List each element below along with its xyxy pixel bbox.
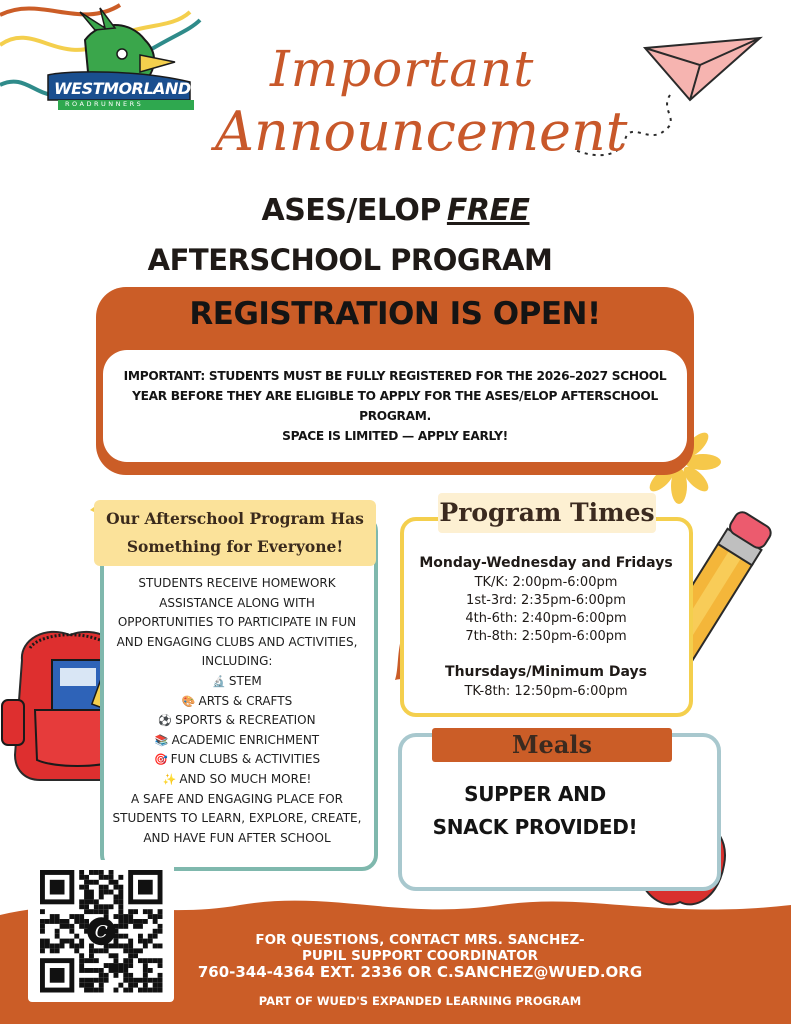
- qr-module: [153, 944, 158, 949]
- microscope-icon: 🔬: [212, 674, 226, 688]
- qr-module: [99, 875, 104, 880]
- qr-module: [118, 875, 123, 880]
- qr-module: [94, 904, 99, 909]
- registration-title: REGISTRATION IS OPEN!: [189, 296, 601, 332]
- times-line: 4th-6th: 2:40pm-6:00pm: [465, 611, 627, 626]
- qr-module: [40, 948, 45, 953]
- qr-module: [123, 968, 128, 973]
- qr-module: [114, 963, 119, 968]
- meals-title: Meals: [511, 730, 592, 759]
- qr-module: [89, 968, 94, 973]
- qr-module: [94, 870, 99, 875]
- qr-module: [60, 944, 65, 949]
- qr-module: [104, 963, 109, 968]
- headline-afterschool: AFTERSCHOOL PROGRAM: [147, 243, 553, 277]
- qr-module: [123, 963, 128, 968]
- notice-line: IMPORTANT: STUDENTS MUST BE FULLY REGISTERED FOR THE 2026–2027 SCHOOL: [123, 369, 667, 383]
- everyone-closing-line: AND HAVE FUN AFTER SCHOOL: [143, 830, 331, 845]
- qr-module: [118, 963, 123, 968]
- qr-module: [99, 909, 104, 914]
- qr-module: [45, 919, 50, 924]
- qr-module: [138, 958, 143, 963]
- qr-module: [99, 978, 104, 983]
- qr-module: [128, 944, 133, 949]
- qr-module: [109, 968, 114, 973]
- qr-module: [84, 885, 89, 890]
- activity-item: [104, 672, 370, 692]
- qr-module: [79, 983, 84, 988]
- qr-module: [153, 978, 158, 983]
- qr-module: [123, 948, 128, 953]
- qr-module: [153, 988, 158, 993]
- everyone-closing-line: STUDENTS TO LEARN, EXPLORE, CREATE,: [112, 811, 362, 826]
- qr-module: [84, 880, 89, 885]
- qr-module: [50, 948, 55, 953]
- qr-module: [79, 875, 84, 880]
- qr-module: [79, 914, 84, 919]
- meals-line-2: SNACK PROVIDED!: [432, 815, 638, 839]
- qr-module: [40, 944, 45, 949]
- qr-module: [114, 880, 119, 885]
- qr-module: [99, 870, 104, 875]
- qr-module: [118, 914, 123, 919]
- qr-module: [94, 988, 99, 993]
- qr-module: [60, 939, 65, 944]
- qr-module: [104, 885, 109, 890]
- qr-module: [138, 919, 143, 924]
- qr-module: [99, 968, 104, 973]
- qr-module: [79, 885, 84, 890]
- activity-label: AND SO MUCH MORE!: [179, 771, 312, 786]
- qr-module: [79, 963, 84, 968]
- qr-module: [138, 924, 143, 929]
- qr-module: [148, 939, 153, 944]
- notice-line: SPACE IS LIMITED — APPLY EARLY!: [282, 429, 508, 443]
- target-icon: 🎯: [153, 753, 168, 767]
- qr-module: [45, 944, 50, 949]
- qr-module: [89, 899, 94, 904]
- qr-module: [128, 919, 133, 924]
- qr-module: [84, 875, 89, 880]
- palette-icon: 🎨: [181, 694, 196, 708]
- qr-module: [118, 944, 123, 949]
- activity-item: [104, 692, 370, 712]
- qr-module: [94, 978, 99, 983]
- qr-module: [143, 968, 148, 973]
- qr-module: [123, 919, 128, 924]
- qr-module: [104, 875, 109, 880]
- headline-ases: [0, 193, 791, 228]
- qr-module: [99, 988, 104, 993]
- qr-module: [79, 924, 84, 929]
- qr-module: [114, 968, 119, 973]
- qr-module: [128, 973, 133, 978]
- qr-module: [143, 944, 148, 949]
- activity-item: [104, 711, 370, 731]
- qr-module: [109, 880, 114, 885]
- qr-module: [89, 909, 94, 914]
- qr-module: [148, 909, 153, 914]
- qr-module: [104, 904, 109, 909]
- qr-module: [138, 934, 143, 939]
- qr-module: [133, 953, 138, 958]
- times-line: 1st-3rd: 2:35pm-6:00pm: [466, 593, 626, 608]
- qr-module: [123, 958, 128, 963]
- qr-module: [148, 978, 153, 983]
- qr-module: [84, 904, 89, 909]
- qr-code-icon: [28, 860, 174, 1002]
- contact-line-2: PUPIL SUPPORT COORDINATOR: [302, 948, 538, 964]
- qr-module: [74, 934, 79, 939]
- logo-name: WESTMORLAND: [54, 79, 191, 98]
- qr-module: [153, 929, 158, 934]
- activity-label: ACADEMIC ENRICHMENT: [171, 732, 320, 747]
- qr-module: [138, 978, 143, 983]
- qr-center-letter: C: [94, 922, 108, 943]
- qr-module: [128, 909, 133, 914]
- everyone-intro-line: ASSISTANCE ALONG WITH: [159, 595, 315, 610]
- qr-module: [69, 929, 74, 934]
- qr-module: [60, 924, 65, 929]
- times-line: TK/K: 2:00pm-6:00pm: [474, 575, 618, 590]
- qr-module: [143, 973, 148, 978]
- qr-module: [118, 919, 123, 924]
- qr-module: [84, 958, 89, 963]
- qr-module: [114, 953, 119, 958]
- qr-module: [50, 914, 55, 919]
- qr-module: [153, 934, 158, 939]
- qr-module: [128, 953, 133, 958]
- books-icon: 📚: [154, 733, 169, 747]
- qr-module: [60, 919, 65, 924]
- qr-module: [128, 983, 133, 988]
- qr-module: [40, 929, 45, 934]
- qr-module: [109, 953, 114, 958]
- qr-module: [158, 958, 163, 963]
- everyone-banner-line-2: Something for Everyone!: [126, 537, 344, 556]
- qr-module: [148, 914, 153, 919]
- qr-module: [138, 948, 143, 953]
- qr-module: [84, 978, 89, 983]
- qr-module: [89, 880, 94, 885]
- qr-module: [79, 978, 84, 983]
- qr-module: [123, 973, 128, 978]
- qr-module: [109, 904, 114, 909]
- qr-module: [109, 875, 114, 880]
- contact-line-1: FOR QUESTIONS, CONTACT MRS. SANCHEZ-: [255, 932, 585, 948]
- qr-module: [109, 963, 114, 968]
- qr-module: [133, 909, 138, 914]
- everyone-intro-line: AND ENGAGING CLUBS AND ACTIVITIES,: [116, 634, 358, 649]
- activity-label: FUN CLUBS & ACTIVITIES: [170, 752, 321, 767]
- times-line: 7th-8th: 2:50pm-6:00pm: [465, 629, 627, 644]
- qr-module: [158, 909, 163, 914]
- qr-module: [158, 963, 163, 968]
- qr-module: [94, 880, 99, 885]
- qr-module: [84, 919, 89, 924]
- qr-module: [50, 919, 55, 924]
- qr-code[interactable]: [28, 860, 174, 1002]
- qr-module: [143, 983, 148, 988]
- qr-module: [128, 958, 133, 963]
- qr-module: [84, 899, 89, 904]
- qr-module: [55, 914, 60, 919]
- qr-module: [89, 983, 94, 988]
- qr-module: [69, 914, 74, 919]
- qr-module: [143, 963, 148, 968]
- qr-module: [118, 890, 123, 895]
- qr-module: [79, 870, 84, 875]
- title-line-2: Announcement: [215, 100, 628, 163]
- qr-module: [158, 988, 163, 993]
- qr-module: [118, 895, 123, 900]
- qr-module: [104, 948, 109, 953]
- qr-module: [138, 939, 143, 944]
- qr-module: [148, 988, 153, 993]
- qr-module: [79, 939, 84, 944]
- qr-module: [99, 983, 104, 988]
- qr-module: [153, 983, 158, 988]
- qr-module: [74, 948, 79, 953]
- times-group1-heading: Monday-Wednesday and Fridays: [419, 555, 673, 571]
- times-group2-heading: Thursdays/Minimum Days: [445, 664, 647, 680]
- qr-module: [55, 919, 60, 924]
- qr-module: [89, 895, 94, 900]
- qr-module: [40, 924, 45, 929]
- qr-module: [65, 919, 70, 924]
- meals-line-1: SUPPER AND: [464, 782, 606, 806]
- qr-module: [109, 944, 114, 949]
- everyone-intro-line: STUDENTS RECEIVE HOMEWORK: [138, 576, 336, 590]
- qr-module: [123, 934, 128, 939]
- qr-module: [153, 958, 158, 963]
- everyone-banner-line-1: Our Afterschool Program Has: [106, 509, 364, 528]
- qr-module: [133, 978, 138, 983]
- qr-module: [114, 944, 119, 949]
- qr-module: [84, 890, 89, 895]
- qr-module: [74, 919, 79, 924]
- qr-module: [148, 958, 153, 963]
- qr-module: [148, 968, 153, 973]
- qr-module: [118, 904, 123, 909]
- registration-notice-text: [108, 366, 682, 446]
- qr-module: [109, 890, 114, 895]
- qr-module: [69, 939, 74, 944]
- qr-module: [114, 973, 119, 978]
- qr-module: [158, 914, 163, 919]
- qr-module: [79, 919, 84, 924]
- qr-module: [148, 934, 153, 939]
- qr-module: [153, 914, 158, 919]
- qr-module: [94, 909, 99, 914]
- activity-label: SPORTS & RECREATION: [175, 713, 316, 728]
- qr-module: [118, 909, 123, 914]
- qr-module: [89, 988, 94, 993]
- qr-module: [128, 988, 133, 993]
- qr-module: [114, 939, 119, 944]
- qr-module: [128, 963, 133, 968]
- qr-module: [123, 914, 128, 919]
- qr-finder: [50, 880, 65, 895]
- qr-finder: [138, 880, 153, 895]
- qr-module: [84, 968, 89, 973]
- qr-module: [79, 958, 84, 963]
- qr-module: [123, 988, 128, 993]
- qr-module: [94, 968, 99, 973]
- footer-text: PART OF WUED'S EXPANDED LEARNING PROGRAM: [258, 994, 582, 1008]
- qr-module: [143, 958, 148, 963]
- qr-module: [99, 948, 104, 953]
- qr-module: [65, 939, 70, 944]
- soccer-ball-icon: ⚽: [158, 714, 173, 728]
- qr-module: [99, 890, 104, 895]
- headline-prefix: ASES/ELOP: [261, 193, 441, 228]
- qr-module: [118, 983, 123, 988]
- qr-module: [79, 944, 84, 949]
- qr-module: [128, 939, 133, 944]
- qr-module: [99, 895, 104, 900]
- everyone-intro-line: OPPORTUNITIES TO PARTICIPATE IN FUN: [117, 615, 357, 630]
- qr-module: [40, 919, 45, 924]
- qr-module: [94, 958, 99, 963]
- qr-module: [94, 899, 99, 904]
- qr-module: [104, 890, 109, 895]
- times-line: TK-8th: 12:50pm-6:00pm: [464, 684, 628, 699]
- qr-module: [114, 914, 119, 919]
- qr-module: [55, 948, 60, 953]
- qr-module: [143, 978, 148, 983]
- qr-module: [84, 988, 89, 993]
- qr-module: [40, 939, 45, 944]
- qr-module: [99, 885, 104, 890]
- qr-finder: [50, 968, 65, 983]
- qr-module: [99, 904, 104, 909]
- headline-free: FREE: [446, 193, 530, 228]
- qr-module: [94, 948, 99, 953]
- qr-module: [55, 944, 60, 949]
- qr-module: [118, 899, 123, 904]
- qr-module: [79, 904, 84, 909]
- contact-info: [180, 932, 660, 980]
- notice-line: PROGRAM.: [359, 409, 431, 423]
- logo-subtitle: ROADRUNNERS: [65, 100, 144, 108]
- meals-text: [410, 778, 660, 844]
- qr-module: [118, 924, 123, 929]
- qr-module: [109, 870, 114, 875]
- qr-module: [118, 934, 123, 939]
- everyone-closing-line: A SAFE AND ENGAGING PLACE FOR: [130, 791, 344, 806]
- title-line-1: Important: [270, 40, 535, 98]
- qr-module: [55, 934, 60, 939]
- qr-module: [89, 948, 94, 953]
- qr-module: [158, 983, 163, 988]
- qr-module: [40, 909, 45, 914]
- qr-module: [89, 978, 94, 983]
- qr-module: [55, 929, 60, 934]
- qr-module: [69, 944, 74, 949]
- qr-module: [79, 953, 84, 958]
- qr-module: [104, 978, 109, 983]
- qr-module: [84, 909, 89, 914]
- qr-module: [143, 919, 148, 924]
- qr-module: [123, 924, 128, 929]
- notice-line: YEAR BEFORE THEY ARE ELIGIBLE TO APPLY FOR THE ASES/ELOP AFTERSCHOOL: [132, 389, 658, 403]
- qr-module: [114, 899, 119, 904]
- qr-module: [133, 924, 138, 929]
- qr-module: [89, 958, 94, 963]
- activity-item: [104, 770, 370, 790]
- qr-module: [138, 988, 143, 993]
- activity-label: ARTS & CRAFTS: [198, 693, 293, 708]
- qr-module: [79, 899, 84, 904]
- qr-module: [45, 939, 50, 944]
- qr-module: [158, 944, 163, 949]
- qr-module: [158, 924, 163, 929]
- qr-module: [84, 895, 89, 900]
- qr-module: [128, 948, 133, 953]
- qr-module: [128, 914, 133, 919]
- contact-line-3[interactable]: 760-344-4364 EXT. 2336 OR C.SANCHEZ@WUED.ORG: [197, 963, 643, 981]
- everyone-body: [104, 574, 370, 848]
- qr-module: [143, 988, 148, 993]
- qr-module: [89, 870, 94, 875]
- qr-module: [158, 929, 163, 934]
- everyone-banner-text: [94, 505, 376, 561]
- sparkles-icon: ✨: [162, 772, 177, 786]
- qr-module: [114, 885, 119, 890]
- qr-module: [118, 885, 123, 890]
- qr-module: [65, 924, 70, 929]
- qr-module: [69, 924, 74, 929]
- qr-module: [123, 944, 128, 949]
- qr-module: [50, 944, 55, 949]
- qr-module: [74, 944, 79, 949]
- everyone-intro-line: INCLUDING:: [201, 654, 273, 669]
- qr-module: [143, 909, 148, 914]
- qr-module: [104, 909, 109, 914]
- qr-module: [99, 973, 104, 978]
- qr-module: [153, 919, 158, 924]
- qr-module: [114, 958, 119, 963]
- qr-module: [118, 968, 123, 973]
- program-times-title: Program Times: [439, 498, 655, 527]
- qr-module: [89, 953, 94, 958]
- activity-label: STEM: [228, 673, 262, 688]
- qr-module: [133, 948, 138, 953]
- qr-module: [114, 988, 119, 993]
- qr-module: [84, 983, 89, 988]
- qr-module: [89, 944, 94, 949]
- qr-module: [133, 983, 138, 988]
- qr-module: [123, 978, 128, 983]
- activity-item: [104, 750, 370, 770]
- activity-item: [104, 731, 370, 751]
- qr-module: [74, 914, 79, 919]
- qr-module: [89, 890, 94, 895]
- qr-module: [158, 973, 163, 978]
- qr-module: [114, 895, 119, 900]
- qr-module: [158, 978, 163, 983]
- qr-module: [128, 978, 133, 983]
- qr-module: [133, 919, 138, 924]
- qr-module: [104, 973, 109, 978]
- qr-module: [79, 968, 84, 973]
- qr-module: [143, 939, 148, 944]
